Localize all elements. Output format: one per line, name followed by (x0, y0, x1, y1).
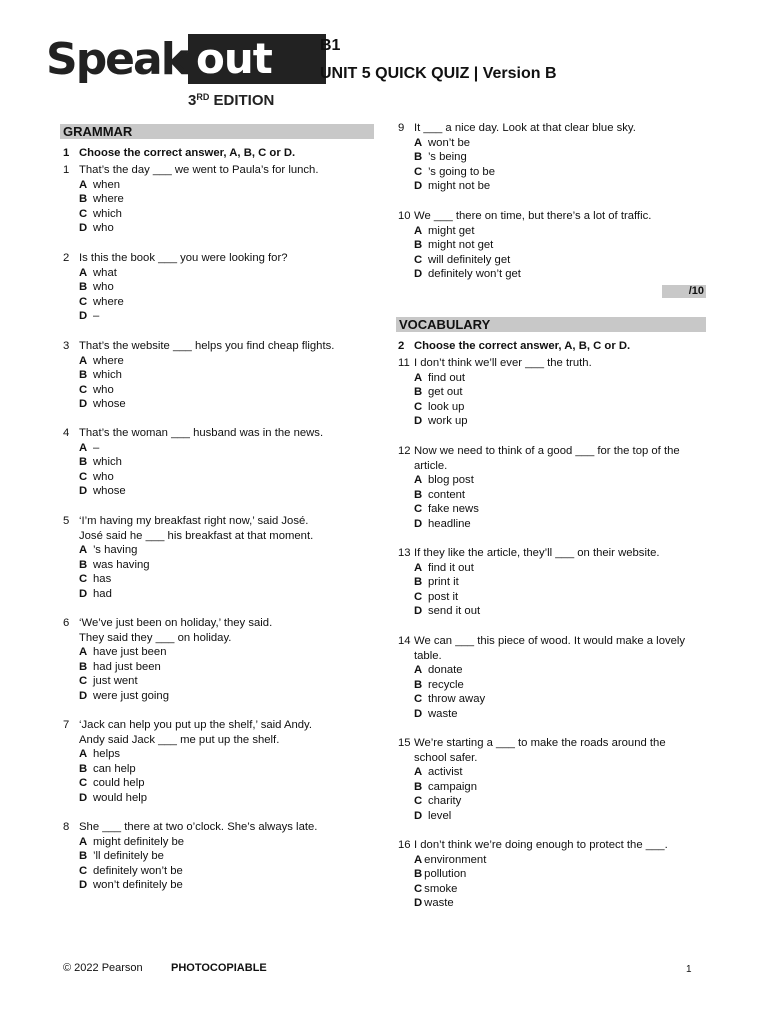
question-stem: She ___ there at two o’clock. She’s always late. (79, 821, 318, 833)
option-letter: B (414, 488, 423, 501)
answer-option-b[interactable] (414, 238, 651, 253)
answer-option-c[interactable] (414, 400, 592, 415)
option-letter: D (79, 791, 88, 804)
answer-option-b[interactable] (79, 558, 313, 573)
answer-option-a[interactable] (79, 178, 318, 193)
question-10 (398, 209, 651, 282)
option-text: ’s being (428, 151, 467, 164)
page-number: 1 (686, 964, 692, 975)
option-letter: D (79, 879, 88, 892)
option-text: where (93, 295, 124, 308)
option-text: just went (93, 675, 138, 688)
option-text: charity (428, 795, 462, 808)
answer-option-b[interactable] (414, 488, 680, 503)
option-letter: C (79, 573, 88, 586)
option-text: – (93, 441, 100, 454)
option-letter: D (414, 415, 423, 428)
answer-option-d[interactable] (414, 809, 666, 824)
option-text: get out (428, 386, 463, 399)
logo-arrow-icon (176, 52, 188, 72)
answer-option-b[interactable] (79, 762, 312, 777)
option-letter: C (79, 383, 88, 396)
option-letter: A (79, 544, 88, 557)
option-letter: C (414, 590, 423, 603)
option-letter: C (79, 470, 88, 483)
option-text: will definitely get (428, 253, 511, 266)
option-letter: D (414, 517, 423, 530)
question-15 (398, 736, 666, 824)
question-2 (63, 251, 288, 324)
answer-option-b[interactable] (79, 455, 323, 470)
option-letter: C (79, 777, 88, 790)
option-text: might not get (428, 239, 494, 252)
option-letter: C (79, 675, 88, 688)
answer-option-c[interactable] (79, 295, 288, 310)
speakout-logo (46, 34, 286, 114)
answer-option-d[interactable] (79, 689, 272, 704)
option-text: might not be (428, 180, 491, 193)
option-letter: A (79, 748, 88, 761)
answer-option-c[interactable] (79, 572, 313, 587)
option-letter: B (79, 660, 88, 673)
question-stem: We can ___ this piece of wood. It would make a lovely table. (414, 635, 686, 662)
option-letter: C (79, 207, 88, 220)
logo-speak-text: Speak (46, 34, 188, 85)
option-text: waste (428, 707, 458, 720)
option-letter: C (414, 165, 423, 178)
option-letter: D (414, 707, 423, 720)
answer-option-c[interactable] (79, 383, 334, 398)
option-text: was having (93, 558, 150, 571)
question-1 (63, 163, 318, 236)
option-text: waste (424, 897, 454, 910)
option-text: could help (93, 777, 145, 790)
answer-option-b[interactable] (414, 780, 666, 795)
grammar-score-box: /10 (662, 285, 706, 298)
option-text: fake news (428, 503, 479, 516)
option-text: definitely won’t get (428, 268, 521, 281)
option-text: recycle (428, 678, 464, 691)
answer-option-c[interactable] (414, 692, 685, 707)
answer-option-b[interactable] (414, 678, 685, 693)
option-letter: D (79, 310, 88, 323)
question-number: 3 (63, 340, 70, 352)
question-number: 9 (398, 122, 405, 134)
option-letter: D (79, 222, 88, 235)
question-6 (63, 616, 272, 704)
question-stem: Is this the book ___ you were looking for? (79, 252, 288, 264)
answer-option-c[interactable] (414, 590, 660, 605)
question-number: 12 (398, 445, 411, 457)
option-letter: A (79, 266, 88, 279)
option-letter: B (414, 780, 423, 793)
answer-option-b[interactable] (79, 192, 318, 207)
option-text: campaign (428, 780, 477, 793)
answer-option-c[interactable] (414, 882, 668, 897)
question-number: 5 (63, 515, 70, 527)
option-letter: C (414, 693, 423, 706)
option-letter: C (79, 295, 88, 308)
question-number: 8 (63, 821, 70, 833)
answer-option-c[interactable] (414, 794, 666, 809)
option-text: might get (428, 224, 475, 237)
option-text: blog post (428, 474, 474, 487)
answer-option-c[interactable] (79, 470, 323, 485)
option-text: who (93, 222, 114, 235)
option-text: whose (93, 485, 126, 498)
answer-option-a[interactable] (414, 663, 685, 678)
question-stem: ‘Jack can help you put up the shelf,’ said Andy. Andy said Jack ___ me put up the shelf. (79, 719, 312, 746)
question-16 (398, 838, 668, 911)
option-letter: A (414, 224, 423, 237)
grammar-instruction: 1 Choose the correct answer, A, B, C or D. (63, 147, 296, 159)
answer-option-a[interactable] (414, 224, 651, 239)
answer-option-b[interactable] (79, 849, 317, 864)
question-stem: We’re starting a ___ to make the roads around the school safer. (414, 737, 666, 764)
option-letter: C (414, 400, 423, 413)
answer-option-a[interactable] (414, 853, 668, 868)
option-text: which (93, 369, 122, 382)
option-text: environment (424, 853, 487, 866)
question-stem: ‘I’m having my breakfast right now,’ said José. José said he ___ his breakfast at that moment. (79, 515, 314, 542)
answer-option-d[interactable] (79, 397, 334, 412)
question-5 (63, 514, 313, 602)
question-stem: ‘We’ve just been on holiday,’ they said. They said they ___ on holiday. (79, 617, 273, 644)
question-stem: If they like the article, they’ll ___ on their website. (414, 547, 660, 559)
question-stem: It ___ a nice day. Look at that clear blue sky. (414, 122, 636, 134)
option-text: headline (428, 517, 471, 530)
footer-photocopiable: PHOTOCOPIABLE (171, 962, 267, 974)
option-text: when (93, 178, 121, 191)
answer-option-d[interactable] (79, 309, 288, 324)
question-4 (63, 426, 323, 499)
answer-option-c[interactable] (79, 674, 272, 689)
question-number: 15 (398, 737, 411, 749)
option-text: pollution (424, 868, 467, 881)
question-number: 13 (398, 547, 411, 559)
answer-option-a[interactable] (79, 645, 272, 660)
option-letter: A (414, 371, 423, 384)
question-stem: We ___ there on time, but there’s a lot of traffic. (414, 210, 652, 222)
option-text: level (428, 809, 452, 822)
option-text: what (93, 266, 117, 279)
option-text: might definitely be (93, 835, 185, 848)
answer-option-d[interactable] (414, 707, 685, 722)
option-text: have just been (93, 646, 167, 659)
question-stem: Now we need to think of a good ___ for the top of the article. (414, 445, 680, 472)
question-8 (63, 820, 317, 893)
answer-option-b[interactable] (414, 867, 668, 882)
answer-option-a[interactable] (79, 266, 288, 281)
option-text: content (428, 488, 466, 501)
question-number: 4 (63, 427, 70, 439)
logo-edition: 3RD EDITION (188, 92, 275, 109)
question-stem: That’s the woman ___ husband was in the news. (79, 427, 324, 439)
option-text: who (93, 281, 114, 294)
option-letter: A (79, 441, 88, 454)
answer-option-a[interactable] (79, 354, 334, 369)
option-letter: C (414, 882, 423, 895)
answer-option-b[interactable] (79, 368, 334, 383)
answer-option-b[interactable] (79, 280, 288, 295)
option-letter: B (414, 239, 423, 252)
option-text: definitely won’t be (93, 864, 183, 877)
option-text: which (93, 456, 122, 469)
answer-option-b[interactable] (414, 575, 660, 590)
option-letter: B (414, 868, 423, 881)
option-letter: D (414, 809, 423, 822)
option-letter: A (414, 766, 423, 779)
option-letter: D (79, 485, 88, 498)
option-letter: A (79, 835, 88, 848)
answer-option-a[interactable] (414, 473, 680, 488)
answer-option-a[interactable] (414, 136, 636, 151)
question-9 (398, 121, 636, 194)
option-text: smoke (424, 882, 458, 895)
answer-option-b[interactable] (414, 150, 636, 165)
option-letter: D (414, 605, 423, 618)
option-text: work up (428, 415, 468, 428)
question-13 (398, 546, 660, 619)
answer-option-a[interactable] (414, 561, 660, 576)
question-number: 11 (398, 357, 410, 369)
answer-option-c[interactable] (414, 165, 636, 180)
option-text: where (93, 193, 124, 206)
option-letter: B (79, 456, 88, 469)
option-letter: D (414, 268, 423, 281)
level-label: B1 (320, 37, 341, 54)
answer-option-d[interactable] (79, 587, 313, 602)
question-3 (63, 339, 334, 412)
answer-option-d[interactable] (414, 604, 660, 619)
question-14 (398, 634, 685, 722)
option-text: whose (93, 398, 126, 411)
option-letter: A (79, 646, 88, 659)
option-letter: D (79, 398, 88, 411)
answer-option-d[interactable] (414, 414, 592, 429)
option-letter: A (414, 474, 423, 487)
answer-option-c[interactable] (79, 776, 312, 791)
option-letter: B (414, 678, 423, 691)
answer-option-b[interactable] (79, 660, 272, 675)
option-text: find it out (428, 561, 474, 574)
option-letter: B (414, 576, 423, 589)
option-text: ’ll definitely be (93, 850, 164, 863)
answer-option-c[interactable] (79, 207, 318, 222)
option-letter: C (414, 795, 423, 808)
answer-option-a[interactable] (79, 747, 312, 762)
question-stem: I don’t think we’ll ever ___ the truth. (414, 357, 592, 369)
answer-option-a[interactable] (414, 371, 592, 386)
option-text: find out (428, 371, 466, 384)
option-text: send it out (428, 605, 481, 618)
option-letter: B (79, 281, 88, 294)
option-text: activist (428, 766, 463, 779)
option-letter: B (79, 762, 88, 775)
option-text: ’s going to be (428, 165, 495, 178)
option-text: has (93, 573, 112, 586)
option-text: won’t be (428, 136, 471, 149)
question-stem: I don’t think we’re doing enough to protect the ___. (414, 839, 668, 851)
question-11 (398, 356, 592, 429)
question-12 (398, 444, 680, 532)
option-letter: B (414, 151, 423, 164)
option-letter: C (414, 503, 423, 516)
option-text: ’s having (93, 544, 138, 557)
answer-option-a[interactable] (79, 835, 317, 850)
option-text: had just been (93, 660, 161, 673)
answer-option-d[interactable] (79, 221, 318, 236)
option-text: post it (428, 590, 459, 603)
option-letter: B (79, 850, 88, 863)
option-text: throw away (428, 693, 486, 706)
question-number: 2 (63, 252, 70, 264)
option-letter: D (79, 587, 88, 600)
answer-option-d[interactable] (414, 517, 680, 532)
answer-option-a[interactable] (414, 765, 666, 780)
option-letter: C (79, 864, 88, 877)
option-text: had (93, 587, 112, 600)
option-text: print it (428, 576, 459, 589)
question-number: 6 (63, 617, 70, 629)
option-text: who (93, 383, 114, 396)
option-letter: A (79, 178, 88, 191)
option-letter: A (79, 354, 88, 367)
option-letter: D (414, 180, 423, 193)
question-number: 1 (63, 164, 70, 176)
option-letter: D (79, 689, 88, 702)
question-number: 14 (398, 635, 411, 647)
option-text: – (93, 310, 100, 323)
answer-option-d[interactable] (414, 267, 651, 282)
vocabulary-heading: VOCABULARY (396, 317, 706, 332)
vocabulary-instruction: 2 Choose the correct answer, A, B, C or D. (398, 340, 631, 352)
question-stem: That’s the website ___ helps you find cheap flights. (79, 340, 335, 352)
question-number: 7 (63, 719, 70, 731)
grammar-heading: GRAMMAR (60, 124, 374, 139)
option-letter: B (79, 558, 88, 571)
answer-option-d[interactable] (79, 791, 312, 806)
answer-option-b[interactable] (414, 385, 592, 400)
option-letter: A (414, 664, 423, 677)
option-letter: D (414, 897, 423, 910)
footer-copyright: © 2022 Pearson (63, 962, 143, 974)
option-letter: B (79, 193, 88, 206)
answer-option-a[interactable] (79, 441, 323, 456)
question-number: 16 (398, 839, 411, 851)
answer-option-d[interactable] (79, 484, 323, 499)
option-letter: B (79, 369, 88, 382)
question-number: 10 (398, 210, 411, 222)
option-text: can help (93, 762, 136, 775)
answer-option-d[interactable] (79, 878, 317, 893)
answer-option-a[interactable] (79, 543, 313, 558)
answer-option-d[interactable] (414, 896, 668, 911)
option-letter: A (414, 561, 423, 574)
option-text: look up (428, 400, 465, 413)
option-text: donate (428, 664, 463, 677)
answer-option-c[interactable] (79, 864, 317, 879)
option-text: won’t definitely be (93, 879, 183, 892)
option-text: which (93, 207, 122, 220)
option-letter: A (414, 136, 423, 149)
answer-option-d[interactable] (414, 179, 636, 194)
option-letter: C (414, 253, 423, 266)
logo-out-text: out (196, 34, 272, 83)
question-7 (63, 718, 312, 806)
option-text: where (93, 354, 124, 367)
option-text: who (93, 470, 114, 483)
answer-option-c[interactable] (414, 502, 680, 517)
option-text: helps (93, 748, 121, 761)
option-letter: B (414, 386, 423, 399)
option-text: were just going (93, 689, 169, 702)
answer-option-c[interactable] (414, 253, 651, 268)
option-text: would help (93, 791, 148, 804)
quiz-title: UNIT 5 QUICK QUIZ | Version B (320, 65, 557, 82)
question-stem: That’s the day ___ we went to Paula’s for lunch. (79, 164, 319, 176)
option-letter: A (414, 853, 423, 866)
